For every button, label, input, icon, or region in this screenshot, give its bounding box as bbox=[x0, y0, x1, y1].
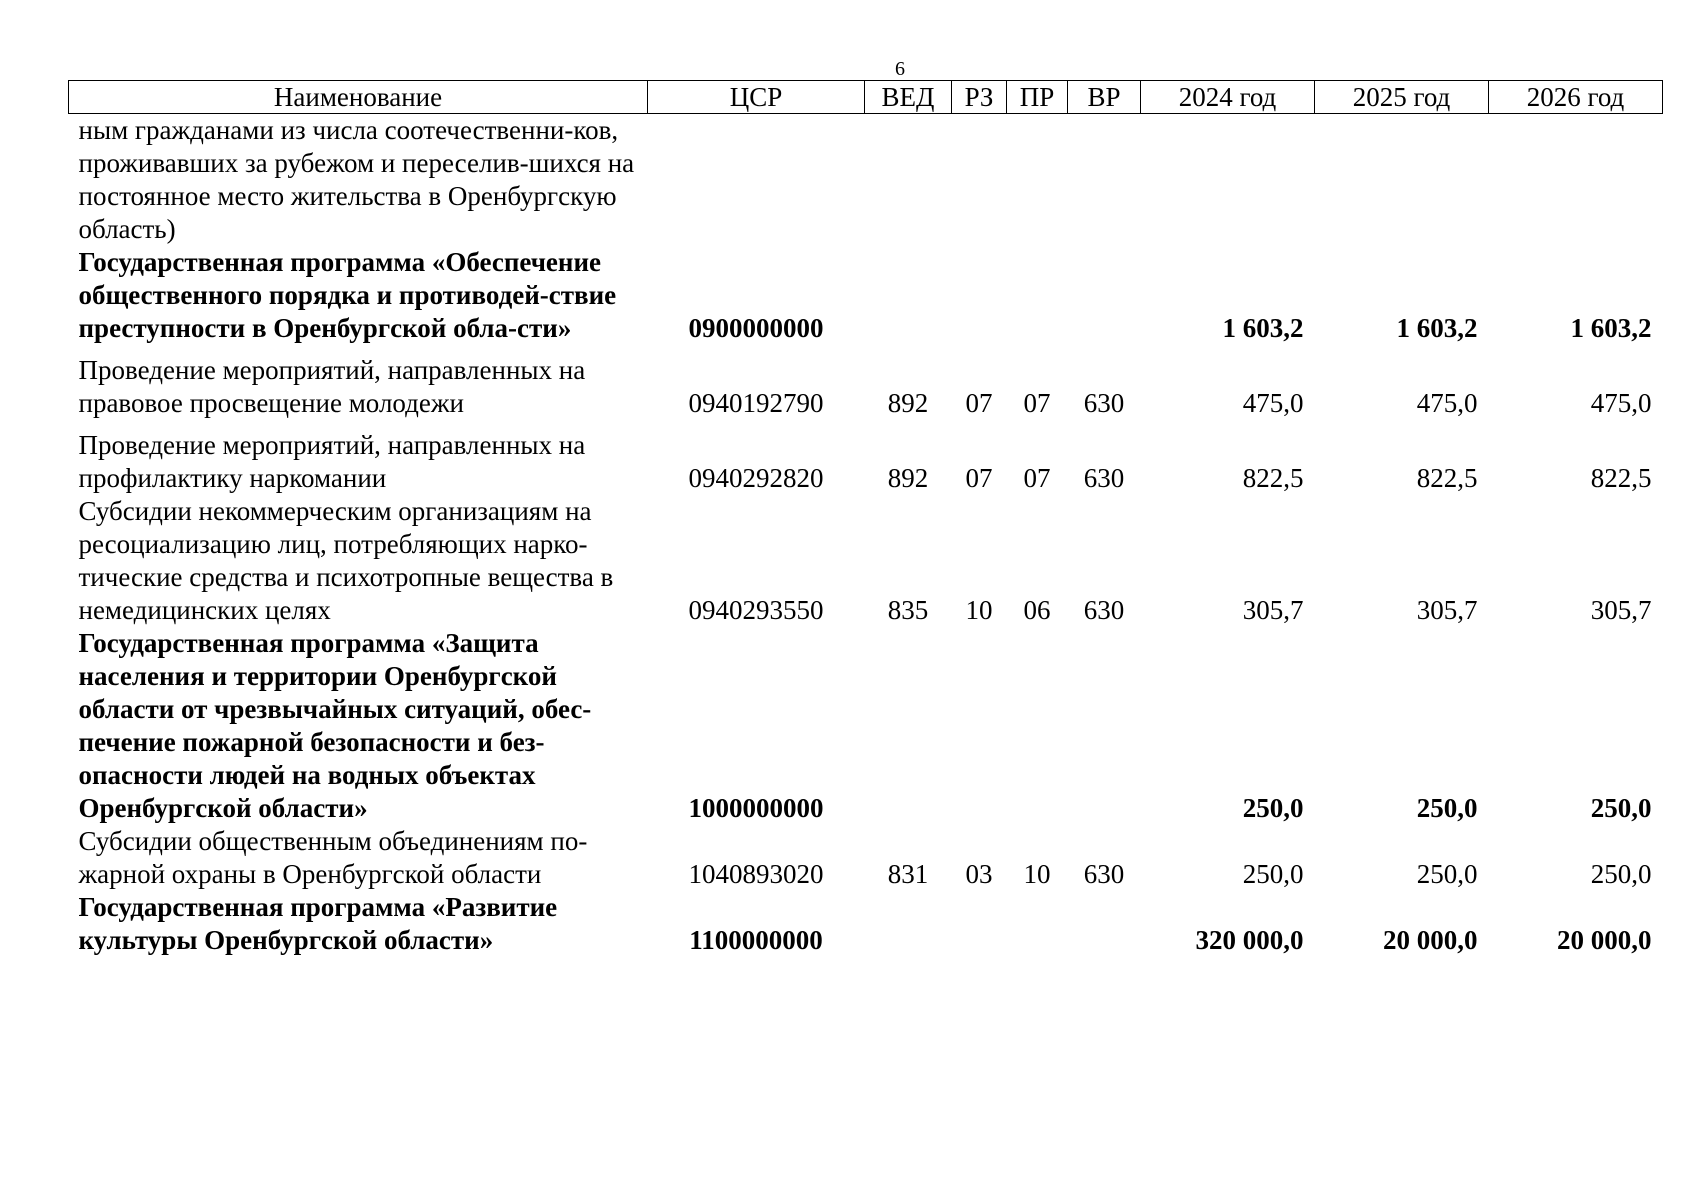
row-vr bbox=[1068, 114, 1141, 247]
row-rz bbox=[952, 891, 1007, 957]
row-2025 bbox=[1315, 114, 1489, 247]
row-2025: 20 000,0 bbox=[1383, 925, 1478, 955]
row-pr bbox=[1007, 627, 1068, 825]
header-2025: 2025 год bbox=[1315, 81, 1489, 114]
row-pr: 07 bbox=[1023, 388, 1051, 418]
row-csr: 0940293550 bbox=[688, 595, 824, 625]
table-row bbox=[69, 825, 1663, 891]
row-rz: 07 bbox=[965, 388, 993, 418]
row-2025: 822,5 bbox=[1416, 463, 1478, 493]
row-2026: 475,0 bbox=[1590, 388, 1652, 418]
row-2026: 250,0 bbox=[1590, 859, 1652, 889]
row-name: Государственная программа «Обеспечение общественного порядка и противодей-ствие преступности в Оренбургской обла-сти» bbox=[78, 247, 617, 343]
header-csr: ЦСР bbox=[648, 81, 865, 114]
row-csr: 1040893020 bbox=[688, 859, 824, 889]
row-rz bbox=[952, 246, 1007, 345]
row-ved: 892 bbox=[887, 463, 929, 493]
row-rz: 03 bbox=[965, 859, 993, 889]
row-2024: 475,0 bbox=[1242, 388, 1304, 418]
table-row bbox=[69, 891, 1663, 957]
row-ved bbox=[865, 246, 952, 345]
row-rz bbox=[952, 627, 1007, 825]
row-vr: 630 bbox=[1083, 388, 1125, 418]
table-header-row bbox=[69, 81, 1663, 114]
header-rz: РЗ bbox=[952, 81, 1007, 114]
row-vr: 630 bbox=[1083, 595, 1125, 625]
header-vr: ВР bbox=[1068, 81, 1141, 114]
table-row bbox=[69, 420, 1663, 495]
row-ved: 892 bbox=[887, 388, 929, 418]
row-pr: 06 bbox=[1023, 595, 1051, 625]
row-csr: 1000000000 bbox=[688, 793, 824, 823]
row-name: Проведение мероприятий, направленных на профилактику наркомании bbox=[78, 430, 586, 493]
row-pr bbox=[1007, 114, 1068, 247]
header-ved: ВЕД bbox=[865, 81, 952, 114]
row-name: Субсидии некоммерческим организациям на ресоциализацию лиц, потребляющих нарко-тические средства и психотропные вещества в немедицинских целях bbox=[78, 496, 614, 625]
row-rz: 07 bbox=[965, 463, 993, 493]
header-2026: 2026 год bbox=[1489, 81, 1663, 114]
header-name: Наименование bbox=[69, 81, 648, 114]
table-row bbox=[69, 345, 1663, 420]
row-2026: 250,0 bbox=[1590, 793, 1652, 823]
row-pr bbox=[1007, 891, 1068, 957]
row-vr bbox=[1068, 246, 1141, 345]
page-number: 6 bbox=[895, 58, 905, 80]
row-csr bbox=[648, 114, 865, 247]
row-name: Государственная программа «Развитие культуры Оренбургской области» bbox=[78, 892, 558, 955]
row-2025: 250,0 bbox=[1416, 859, 1478, 889]
row-csr: 0940192790 bbox=[688, 388, 824, 418]
table-row bbox=[69, 495, 1663, 627]
row-2024: 250,0 bbox=[1242, 859, 1304, 889]
row-ved: 831 bbox=[887, 859, 929, 889]
row-vr: 630 bbox=[1083, 463, 1125, 493]
row-ved bbox=[865, 114, 952, 247]
row-vr bbox=[1068, 891, 1141, 957]
row-pr: 10 bbox=[1023, 859, 1051, 889]
row-ved bbox=[865, 627, 952, 825]
row-2024: 822,5 bbox=[1242, 463, 1304, 493]
row-2025: 475,0 bbox=[1416, 388, 1478, 418]
row-csr: 0900000000 bbox=[688, 313, 824, 343]
row-rz: 10 bbox=[965, 595, 993, 625]
row-2026: 20 000,0 bbox=[1557, 925, 1652, 955]
row-pr: 07 bbox=[1023, 463, 1051, 493]
row-2024: 305,7 bbox=[1242, 595, 1304, 625]
row-2026: 305,7 bbox=[1590, 595, 1652, 625]
row-2026: 1 603,2 bbox=[1570, 313, 1652, 343]
row-name: Государственная программа «Защита населения и территории Оренбургской области от чрезвычайных ситуаций, обес-печение пожарной безопасности и без-опасности людей на водных объектах Оренбургской области» bbox=[78, 628, 592, 823]
row-2025: 250,0 bbox=[1416, 793, 1478, 823]
row-2024 bbox=[1141, 114, 1315, 247]
row-2024: 320 000,0 bbox=[1195, 925, 1304, 955]
row-rz bbox=[952, 114, 1007, 247]
row-2025: 1 603,2 bbox=[1396, 313, 1478, 343]
row-vr bbox=[1068, 627, 1141, 825]
table-row bbox=[69, 246, 1663, 345]
row-2026 bbox=[1489, 114, 1663, 247]
budget-table bbox=[68, 80, 1663, 957]
row-name: ным гражданами из числа соотечественни-ков, проживавших за рубежом и переселив-шихся на постоянное место жительства в Оренбургскую область) bbox=[78, 115, 635, 244]
row-name: Субсидии общественным объединениям по-жарной охраны в Оренбургской области bbox=[78, 826, 588, 889]
row-2026: 822,5 bbox=[1590, 463, 1652, 493]
row-name: Проведение мероприятий, направленных на правовое просвещение молодежи bbox=[78, 355, 586, 418]
row-csr: 0940292820 bbox=[688, 463, 824, 493]
row-2024: 1 603,2 bbox=[1222, 313, 1304, 343]
table-row bbox=[69, 114, 1663, 247]
header-2024: 2024 год bbox=[1141, 81, 1315, 114]
row-csr: 1100000000 bbox=[689, 925, 823, 955]
row-2025: 305,7 bbox=[1416, 595, 1478, 625]
row-ved bbox=[865, 891, 952, 957]
header-pr: ПР bbox=[1007, 81, 1068, 114]
row-pr bbox=[1007, 246, 1068, 345]
row-ved: 835 bbox=[887, 595, 929, 625]
row-vr: 630 bbox=[1083, 859, 1125, 889]
table-row bbox=[69, 627, 1663, 825]
row-2024: 250,0 bbox=[1242, 793, 1304, 823]
